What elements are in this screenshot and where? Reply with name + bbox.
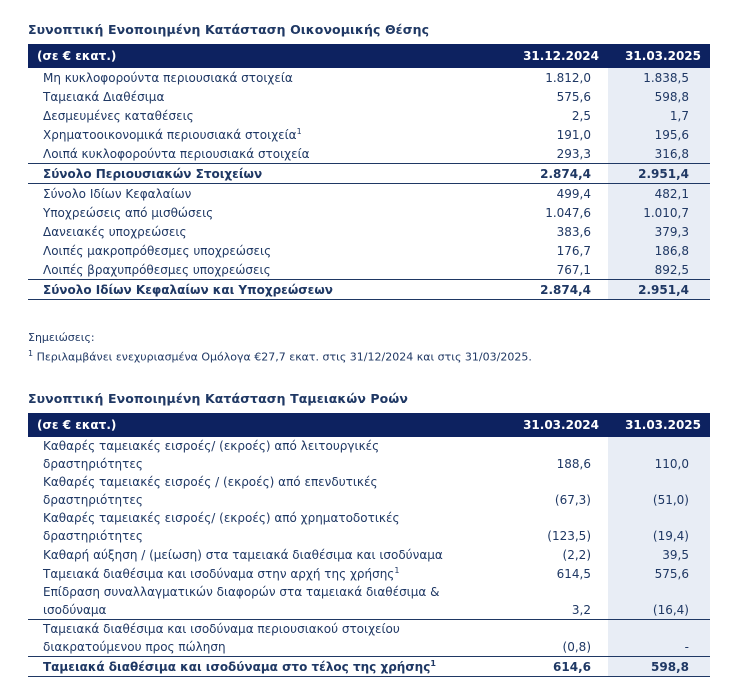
header-unit-label: (σε € εκατ.): [28, 44, 478, 68]
table-row: [28, 164, 710, 184]
row-label: Σύνολο Ιδίων Κεφαλαίων: [43, 187, 192, 201]
row-label: Καθαρή αύξηση / (μείωση) στα ταμειακά διαθέσιμα και ισοδύναμα: [43, 548, 443, 562]
row-label: Ταμειακά διαθέσιμα και ισοδύναμα στο τέλος της χρήσης$^1$: [28, 657, 478, 677]
value-cell-col2: 598,8: [608, 87, 710, 106]
row-label: Δεσμευμένες καταθέσεις: [43, 109, 194, 123]
value-cell-col2: 1.010,7: [608, 203, 710, 222]
row-label: Σύνολο Περιουσιακών Στοιχείων: [28, 164, 478, 184]
value-cell-col1: (0,8): [478, 620, 608, 657]
value-cell-col1: 2,5: [571, 109, 591, 123]
row-label: Λοιπά κυκλοφορούντα περιουσιακά στοιχεία: [43, 147, 310, 161]
value-cell-col2: 1,7: [608, 106, 710, 125]
value-cell-col1: (2,2): [562, 548, 591, 562]
row-label: Καθαρές ταμειακές εισροές / (εκροές) από επενδυτικές δραστηριότητες: [43, 475, 378, 507]
row-label: Ταμειακά διαθέσιμα και ισοδύναμα περιουσιακού στοιχείου διακρατούμενου προς πώληση: [28, 620, 478, 657]
table-row: [28, 509, 710, 545]
table-row: [28, 620, 710, 657]
table-row: [28, 260, 710, 280]
value-cell-col2: 186,8: [608, 241, 710, 260]
header-date-col2: 31.03.2025: [608, 44, 710, 68]
balance-sheet-body: [28, 68, 710, 300]
table-row: [28, 125, 710, 144]
balance-sheet-title: Συνοπτική Ενοποιημένη Κατάσταση Οικονομικής Θέσης: [28, 22, 430, 37]
row-label: Καθαρές ταμειακές εισροές/ (εκροές) από λειτουργικές δραστηριότητες: [43, 439, 380, 471]
table-row: [28, 222, 710, 241]
notes-footnote-marker: 1: [28, 349, 34, 358]
value-cell-col1: 2.874,4: [478, 164, 608, 184]
value-cell-col1: 614,5: [556, 567, 591, 581]
value-cell-col1: 293,3: [556, 147, 591, 161]
value-cell-col1: 191,0: [556, 128, 591, 142]
row-label: Υποχρεώσεις από μισθώσεις: [43, 206, 214, 220]
notes-section: [28, 330, 710, 366]
table-header-row: [28, 413, 710, 437]
table-row: [28, 106, 710, 125]
value-cell-col2: 892,5: [608, 260, 710, 280]
value-cell-col1: 188,6: [556, 457, 591, 471]
table-row: [28, 144, 710, 164]
value-cell-col1: 499,4: [556, 187, 591, 201]
value-cell-col1: (123,5): [547, 529, 591, 543]
table-row: [28, 564, 710, 583]
value-cell-col2: 195,6: [608, 125, 710, 144]
balance-sheet-section: [28, 22, 710, 300]
cash-flow-body: [28, 437, 710, 677]
header-date-col2: 31.03.2025: [608, 413, 710, 437]
value-cell-col2: -: [608, 620, 710, 657]
value-cell-col2: 2.951,4: [608, 280, 710, 300]
value-cell-col2: 482,1: [608, 184, 710, 204]
table-row: [28, 203, 710, 222]
value-cell-col1: 2.874,4: [478, 280, 608, 300]
value-cell-col1: 614,6: [478, 657, 608, 677]
notes-footnote-text: Περιλαμβάνει ενεχυριασμένα Ομόλογα €27,7 εκατ. στις 31/12/2024 και στις 31/03/2025.: [36, 350, 532, 364]
footnote-marker: 1: [296, 127, 302, 136]
table-row-total: [28, 657, 710, 677]
table-row: [28, 437, 710, 473]
table-row: [28, 68, 710, 87]
header-unit-label: (σε € εκατ.): [28, 413, 478, 437]
table-row: [28, 184, 710, 204]
balance-sheet-table: [28, 44, 710, 300]
table-row: [28, 87, 710, 106]
row-label: Ταμειακά διαθέσιμα και ισοδύναμα στην αρχή της χρήσης$^1$: [43, 566, 400, 581]
table-row: [28, 473, 710, 509]
table-row: [28, 583, 710, 620]
value-cell-col1: 767,1: [556, 263, 591, 277]
value-cell-col1: 1.812,0: [545, 71, 591, 85]
header-date-col1: 31.03.2024: [478, 413, 608, 437]
cash-flow-table: [28, 413, 710, 677]
value-cell-col1: 383,6: [556, 225, 591, 239]
row-label: Λοιπές μακροπρόθεσμες υποχρεώσεις: [43, 244, 272, 258]
value-cell-col1: (67,3): [554, 493, 591, 507]
table-row: [28, 241, 710, 260]
table-row: [28, 280, 710, 300]
row-label: Επίδραση συναλλαγματικών διαφορών στα ταμειακά διαθέσιμα & ισοδύναμα: [43, 585, 440, 617]
notes-block: [28, 330, 710, 366]
notes-heading: Σημειώσεις:: [28, 331, 95, 344]
value-cell-col2: 1.838,5: [608, 68, 710, 87]
value-cell-col2: (19,4): [608, 509, 710, 545]
row-label: Καθαρές ταμειακές εισροές/ (εκροές) από χρηματοδοτικές δραστηριότητες: [43, 511, 400, 543]
value-cell-col2: 316,8: [608, 144, 710, 164]
value-cell-col2: 575,6: [608, 564, 710, 583]
value-cell-col2: (51,0): [608, 473, 710, 509]
cash-flow-section: [28, 391, 710, 677]
value-cell-col2: 598,8: [608, 657, 710, 677]
value-cell-col2: (16,4): [608, 583, 710, 620]
row-label: Λοιπές βραχυπρόθεσμες υποχρεώσεις: [43, 263, 271, 277]
footnote-marker: 1: [430, 659, 436, 668]
value-cell-col2: 379,3: [608, 222, 710, 241]
notes-footnote-line: [28, 346, 710, 366]
value-cell-col1: 176,7: [556, 244, 591, 258]
table-header-row: [28, 44, 710, 68]
row-label: Σύνολο Ιδίων Κεφαλαίων και Υποχρεώσεων: [28, 280, 478, 300]
value-cell-col2: 39,5: [608, 545, 710, 564]
table-row: [28, 545, 710, 564]
footnote-marker: 1: [394, 566, 400, 575]
row-label: Μη κυκλοφορούντα περιουσιακά στοιχεία: [43, 71, 293, 85]
value-cell-col2: 2.951,4: [608, 164, 710, 184]
row-label: Ταμειακά Διαθέσιμα: [43, 90, 165, 104]
value-cell-col2: 110,0: [608, 437, 710, 473]
value-cell-col1: 575,6: [556, 90, 591, 104]
cash-flow-title: Συνοπτική Ενοποιημένη Κατάσταση Ταμειακών Ροών: [28, 391, 408, 406]
value-cell-col1: 1.047,6: [545, 206, 591, 220]
header-date-col1: 31.12.2024: [478, 44, 608, 68]
row-label: Δανειακές υποχρεώσεις: [43, 225, 187, 239]
value-cell-col1: 3,2: [571, 603, 591, 617]
row-label: Χρηματοοικονομικά περιουσιακά στοιχεία$^1$: [43, 127, 302, 142]
